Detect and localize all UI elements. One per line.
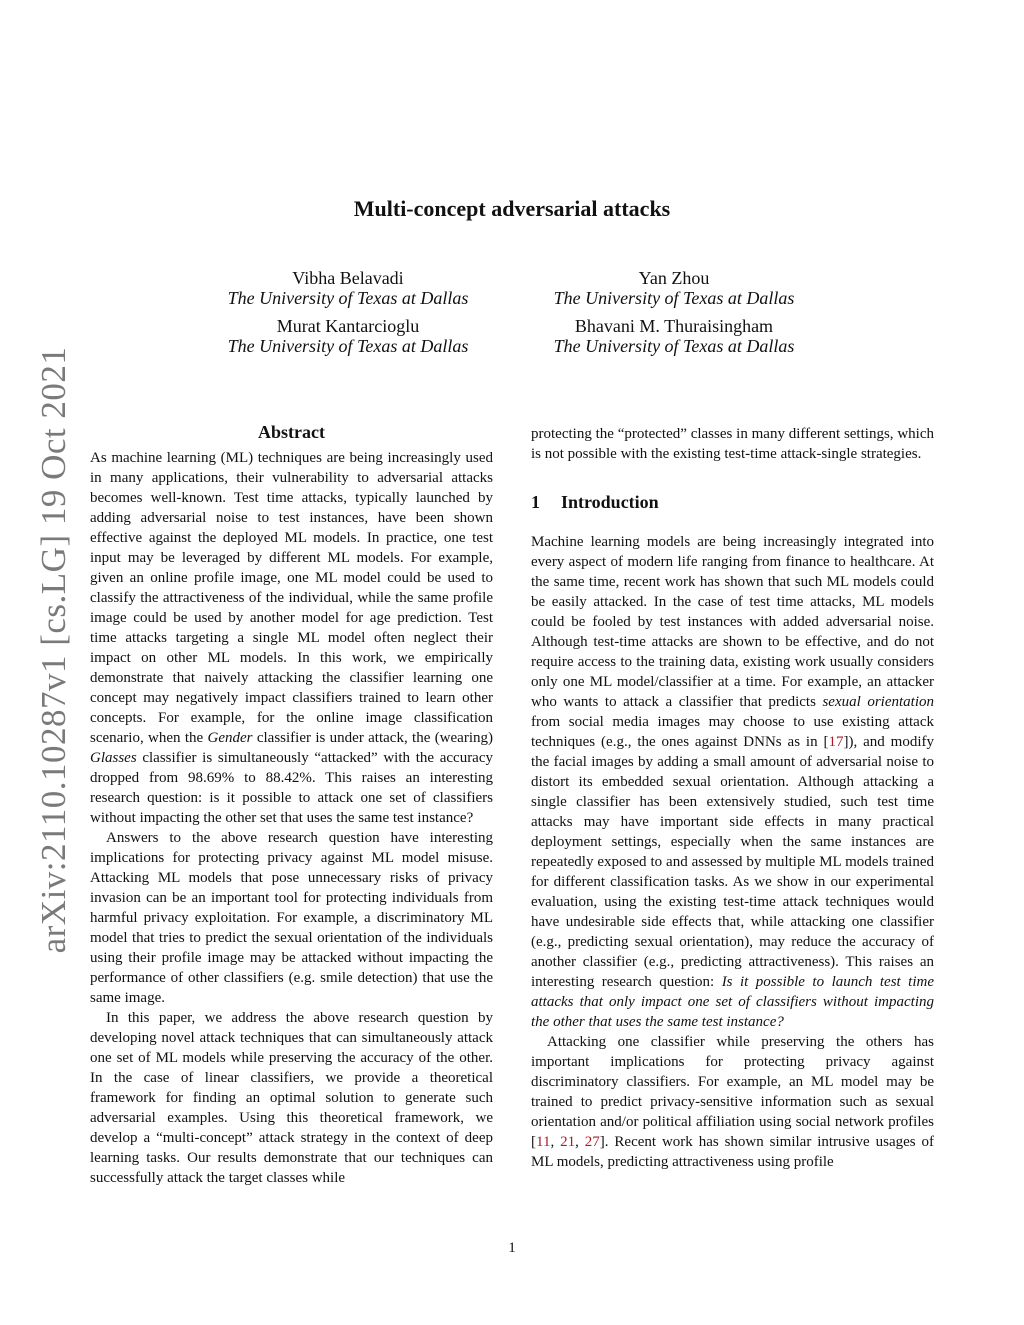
author-block [514,268,834,308]
section-title: Introduction [561,492,659,512]
section-heading [531,490,934,514]
citation-link[interactable]: 17 [828,734,844,750]
abstract-continuation: protecting the “protected” classes in many different settings, which is not possible with the existing test-time attack-single strategies. [531,426,934,462]
emphasis: Gender [207,730,253,746]
arxiv-identifier[interactable]: arXiv:2110.10287v1 [cs.LG] 19 Oct 2021 [34,346,73,954]
citation-link[interactable]: 11 [536,1134,551,1150]
emphasis: sexual orientation [822,694,934,710]
page-number: 1 [508,1240,516,1256]
author-name: Murat Kantarcioglu [276,316,420,336]
author-affiliation: The University of Texas at Dallas [553,336,795,356]
author-affiliation: The University of Texas at Dallas [553,288,795,308]
left-column [90,420,493,1188]
abstract-paragraph: Answers to the above research question have interesting implications for protecting privacy against ML model misuse. Attacking ML models that pose unnecessary risks of privacy invasion can be an important tool for protecting individuals from harmful privacy exploitation. For example, a discriminatory ML model that tries to predict the sexual orientation of the individuals using their profile image may be attacked without impacting the performance of other classifiers (e.g. smile detection) that use the same image. [90,830,493,1006]
author-affiliation: The University of Texas at Dallas [227,336,469,356]
author-block [188,316,508,356]
citation-link[interactable]: 21 [560,1134,576,1150]
abstract-paragraph: In this paper, we address the above research question by developing novel attack techniques that can simultaneously attack one set of ML models while preserving the accuracy of the other. In the case of linear classifiers, we provide a theoretical framework for finding an optimal solution to generate such adversarial examples. Using this theoretical framework, we develop a “multi-concept” attack strategy in the context of deep learning tasks. Our results demonstrate that our techniques can successfully attack the target classes while [90,1010,493,1186]
author-block [188,268,508,308]
author-name: Vibha Belavadi [292,268,404,288]
abstract-paragraph: As machine learning (ML) techniques are being increasingly used in many applications, their vulnerability to adversarial attacks becomes well-known. Test time attacks, typically launched by adding adversarial noise to test instances, have been shown effective against the deployed ML models. In practice, one test input may be leveraged by different ML models. For example, given an online profile image, one ML model could be used to classify the attractiveness of the individual, while the same profile image could be used by another model for age prediction. Test time attacks targeting a single ML model often neglect their impact on other ML models. In this work, we empirically demonstrate that naively attacking the classifier learning one concept may negatively impact classifiers trained to learn other concepts. For example, for the online image classification scenario, when the Gender classifier is under attack, the (wearing) Glasses classifier is simultaneously “attacked” with the accuracy dropped from 98.69% to 88.42%. This raises an interesting research question: is it possible to attack one set of classifiers without impacting the other set that uses the same test instance? [90,450,493,826]
citation-link[interactable]: 27 [584,1134,600,1150]
abstract-heading: Abstract [258,422,325,442]
author-affiliation: The University of Texas at Dallas [227,288,469,308]
author-name: Yan Zhou [638,268,710,288]
intro-paragraph: Attacking one classifier while preserving the others has important implications for protecting privacy against discriminatory classifiers. For example, an ML model may be trained to predict privacy-sensitive information such as sexual orientation and/or political affiliation using social network profiles [11, 21, 27]. Recent work has shown similar intrusive usages of ML models, predicting attractiveness using profile [531,1034,934,1170]
section-number: 1 [531,492,540,512]
author-block [514,316,834,356]
intro-paragraph: Machine learning models are being increasingly integrated into every aspect of modern life ranging from finance to healthcare. At the same time, recent work has shown that such ML models could be easily attacked. In the case of test time attacks, ML models could be fooled by test instances with added adversarial noise. Although test-time attacks are shown to be effective, and do not require access to the training data, existing work usually considers only one ML model/classifier at a time. For example, an attacker who wants to attack a classifier that predicts sexual orientation from social media images may choose to use existing attack techniques (e.g., the ones against DNNs as in [17]), and modify the facial images by adding a small amount of adversarial noise to distort its embedded sexual orientation. Although attacking a single classifier has been extensively studied, such test time attacks may have important side effects in many practical deployment settings, especially when the same instances are repeatedly exposed to and assessed by multiple ML models trained for different classification tasks. As we show in our experimental evaluation, using the existing test-time attack techniques would have undesirable side effects that, while attacking one classifier (e.g., predicting sexual orientation), may reduce the accuracy of another classifier (e.g., predicting attractiveness). This raises an interesting research question: Is it possible to launch test time attacks that only impact one set of classifiers without impacting the other that uses the same test instance? [531,534,934,1030]
emphasis: Glasses [90,750,137,766]
right-column [531,424,934,1172]
paper-title: Multi-concept adversarial attacks [353,196,671,221]
author-name: Bhavani M. Thuraisingham [574,316,774,336]
emphasis: Is it possible to launch test time attacks that only impact one set of classifiers without impacting the other that uses the same test instance? [531,974,934,1030]
